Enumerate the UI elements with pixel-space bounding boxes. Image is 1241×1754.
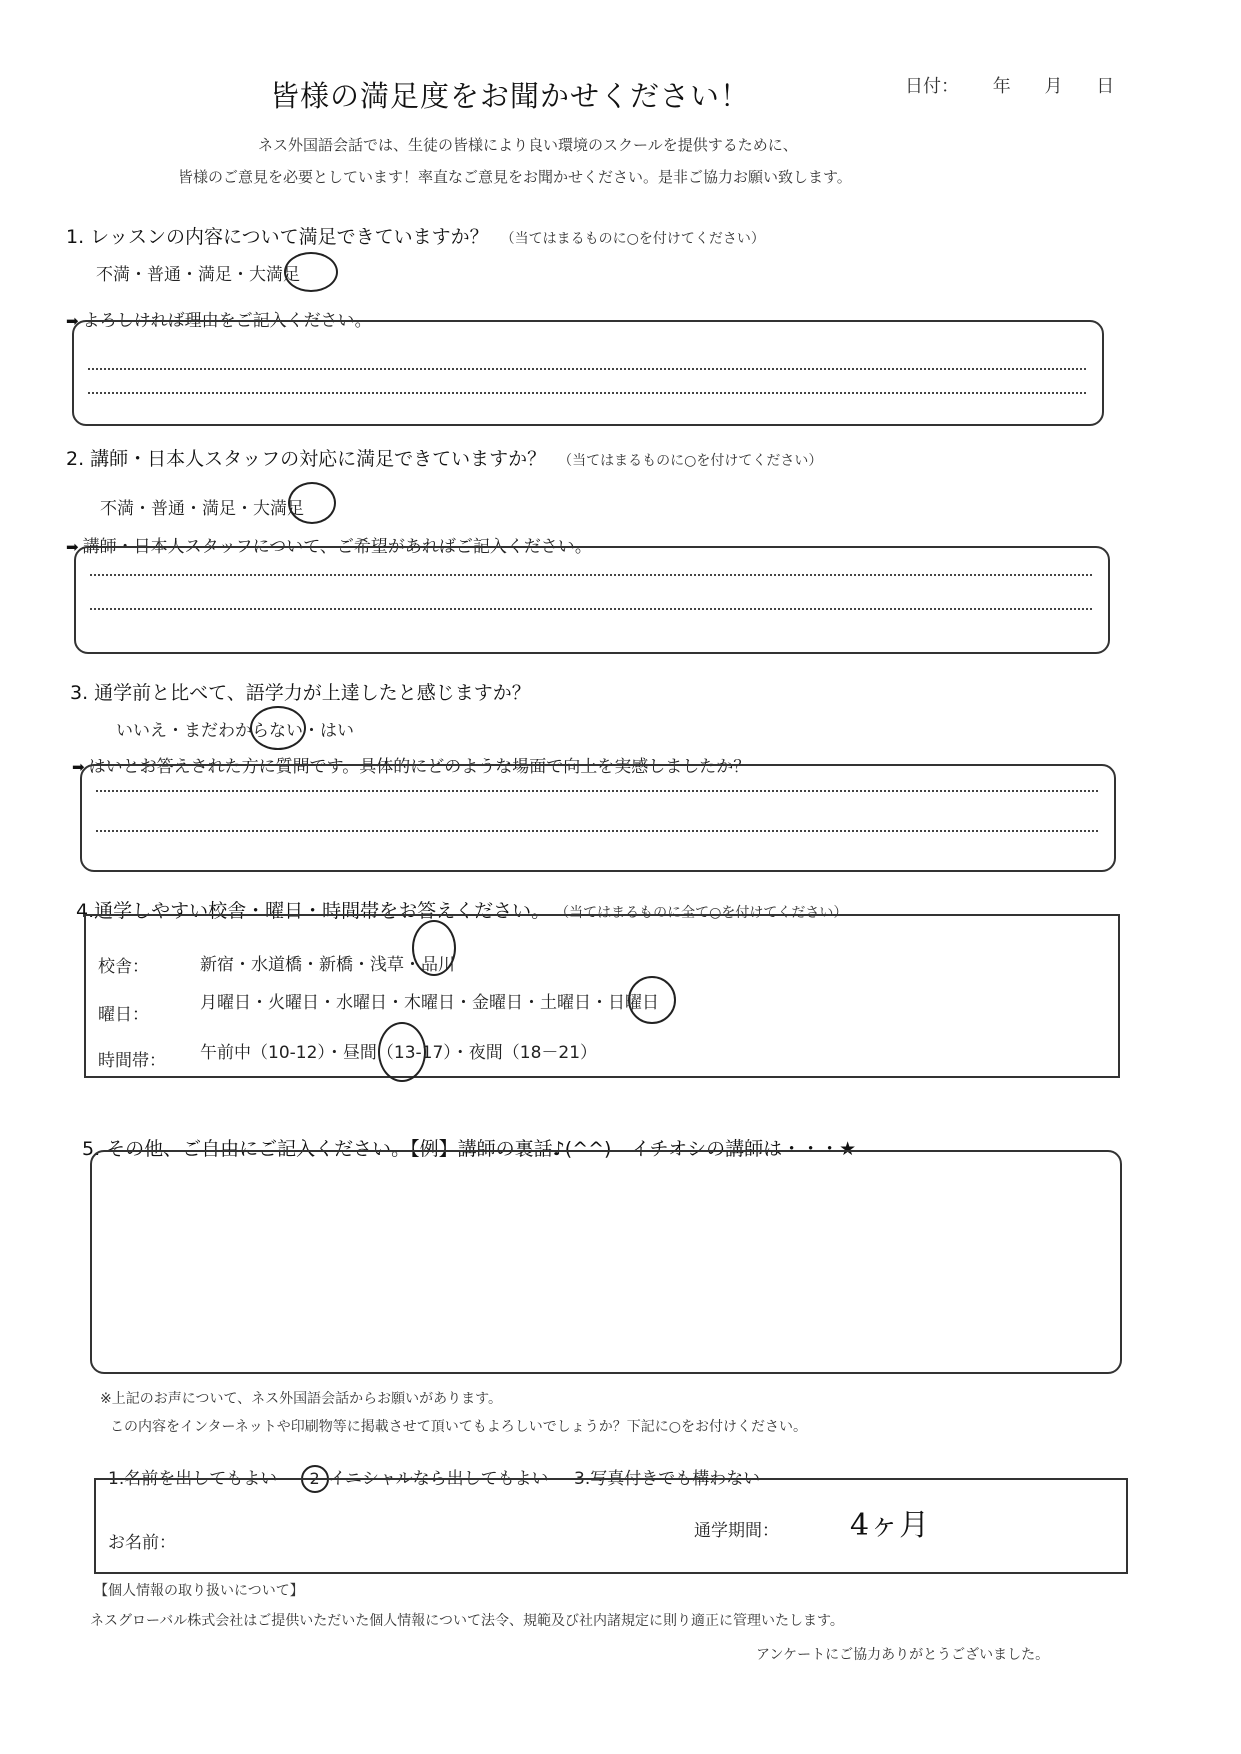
consent-option-2-number[interactable]: 2 — [301, 1465, 329, 1493]
consent-line-2: この内容をインターネットや印刷物等に掲載させて頂いてもよろしいでしょうか？下記に○をお付けください。 — [110, 1419, 807, 1435]
consent-option-3[interactable]: 3.写真付きでも構わない — [574, 1469, 761, 1489]
name-input[interactable] — [200, 1524, 680, 1552]
q5-answer-box[interactable] — [90, 1150, 1122, 1374]
q4-note: （当てはまるものに全て○を付けてください） — [562, 905, 848, 921]
q4-row-value-time[interactable]: 午前中（10-12）・昼間（13-17）・夜間（18－21） — [200, 1043, 598, 1063]
q1-line-1 — [88, 368, 1086, 370]
date-year: 年 — [992, 76, 1011, 97]
q4-day-selection-circle — [628, 976, 676, 1024]
consent-option-1[interactable]: 1.名前を出してもよい — [108, 1469, 278, 1489]
q3-selection-circle — [250, 706, 306, 750]
consent-line-1: ※上記のお声について、ネス外国語会話からお願いがあります。 — [100, 1391, 503, 1407]
q3-prompt: はいとお答えされた方に質問です。具体的にどのような場面で向上を実感しましたか？ — [88, 757, 751, 777]
q4-row-label-time: 時間帯： — [98, 1051, 166, 1071]
date-day: 日 — [1096, 76, 1115, 97]
period-value[interactable]: 4ヶ月 — [850, 1508, 930, 1543]
period-label: 通学期間： — [694, 1521, 779, 1541]
q3-line-1 — [96, 790, 1098, 792]
arrow-icon: ➡ — [66, 538, 79, 556]
name-label: お名前： — [108, 1533, 176, 1553]
q3-options[interactable]: いいえ・まだわからない・はい — [116, 721, 354, 741]
q2-heading — [66, 444, 822, 471]
intro-line-1: ネス外国語会話では、生徒の皆様により良い環境のスクールを提供するために、 — [258, 136, 798, 154]
q4-time-selection-circle — [378, 1022, 426, 1082]
q1-prompt: よろしければ理由をご記入ください。 — [82, 311, 372, 331]
q4-row-value-day[interactable]: 月曜日・火曜日・水曜日・木曜日・金曜日・土曜日・日曜日 — [200, 993, 659, 1013]
q3-line-2 — [96, 830, 1098, 832]
q2-line-1 — [90, 574, 1092, 576]
q3-question: 3. 通学前と比べて、語学力が上達したと感じますか？ — [70, 682, 531, 704]
q1-answer-box[interactable] — [72, 320, 1104, 426]
date-field — [905, 72, 1142, 98]
q1-options[interactable]: 不満・普通・満足・大満足 — [96, 265, 300, 285]
date-label: 日付： — [905, 76, 959, 97]
q1-note: （当てはまるものに○を付けてください） — [500, 231, 765, 247]
q1-question: 1. レッスンの内容について満足できていますか？ — [66, 226, 489, 248]
consent-option-2[interactable]: イニシャルなら出してもよい — [328, 1469, 549, 1489]
q4-school-selection-circle — [412, 920, 456, 976]
q2-answer-box[interactable] — [74, 546, 1110, 654]
q2-note: （当てはまるものに○を付けてください） — [558, 453, 823, 469]
q2-prompt: 講師・日本人スタッフについて、ご希望があればご記入ください。 — [82, 537, 592, 557]
privacy-title: 【個人情報の取り扱いについて】 — [94, 1583, 304, 1599]
q1-line-2 — [88, 392, 1086, 394]
q1-selection-circle — [284, 252, 338, 292]
q5-question: 5. その他、ご自由にご記入ください。【例】講師の裏話♪(^^) イチオシの講師は・・・★ — [82, 1138, 857, 1160]
thanks-message: アンケートにご協力ありがとうございました。 — [756, 1647, 1050, 1663]
page-title: 皆様の満足度をお聞かせください！ — [270, 79, 751, 113]
q4-row-label-day: 曜日： — [98, 1005, 149, 1025]
q1-heading — [66, 222, 765, 249]
q2-question: 2. 講師・日本人スタッフの対応に満足できていますか？ — [66, 448, 547, 470]
q2-selection-circle — [288, 482, 336, 524]
q4-row-value-school[interactable]: 新宿・水道橋・新橋・浅草・品川 — [200, 955, 455, 975]
q4-row-label-school: 校舎： — [98, 957, 149, 977]
arrow-icon: ➡ — [66, 312, 79, 330]
q3-answer-box[interactable] — [80, 764, 1116, 872]
arrow-icon: ➡ — [72, 758, 85, 776]
privacy-text: ネスグローバル株式会社はご提供いただいた個人情報について法令、規範及び社内諸規定に則り適正に管理いたします。 — [90, 1613, 844, 1629]
q2-line-2 — [90, 608, 1092, 610]
date-month: 月 — [1044, 76, 1063, 97]
q2-options[interactable]: 不満・普通・満足・大満足 — [100, 499, 304, 519]
q4-question: 4.通学しやすい校舎・曜日・時間帯をお答えください。 — [76, 900, 551, 922]
intro-line-2: 皆様のご意見を必要としています！率直なご意見をお聞かせください。是非ご協力お願い致します。 — [178, 168, 852, 186]
